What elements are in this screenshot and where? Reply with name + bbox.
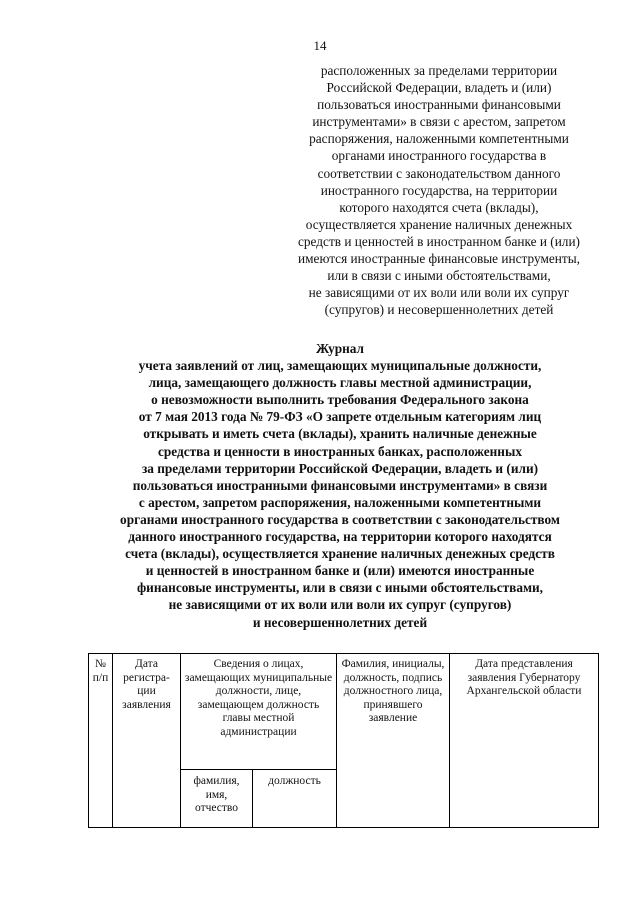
header-cell-submission-date: Дата представления заявления Губернатору Архангельской области (450, 654, 599, 828)
header-line: пользоваться иностранными финансовыми (317, 97, 561, 113)
header-line: инструментами» в связи с арестом, запретом (312, 114, 566, 130)
journal-line: не зависящими от их воли или воли их супруг (супругов) (168, 597, 512, 613)
header-line: или в связи с иными обстоятельствами, (327, 268, 551, 284)
page-number: 14 (313, 38, 327, 53)
header-line: имеются иностранные финансовые инструменты, (298, 251, 580, 267)
journal-line: с арестом, запретом распоряжения, наложенными компетентными (138, 494, 542, 510)
header-line: иностранного государства, на территории (320, 182, 558, 198)
header-line: осуществляется хранение наличных денежных (305, 216, 573, 232)
header-line: распоряжения, наложенными компетентными (309, 131, 569, 147)
header-block (272, 62, 606, 318)
header-line: не зависящими от их воли или воли их супруг (308, 285, 570, 301)
journal-line: лица, замещающего должность главы местной администрации, (148, 375, 532, 391)
header-line: средств и ценностей в иностранном банке и (или) (298, 233, 580, 249)
header-cell-number: № п/п (89, 654, 113, 828)
journal-line: и несовершеннолетних детей (252, 614, 428, 630)
journal-line: за пределами территории Российской Федерации, владеть и (или) (141, 460, 539, 476)
journal-line: о невозможности выполнить требования Федерального закона (151, 392, 529, 408)
journal-line: финансовые инструменты, или в связи с иными обстоятельствами, (136, 580, 544, 596)
subheader-cell-full-name: фамилия, имя, отчество (181, 770, 253, 828)
journal-line: от 7 мая 2013 года № 79-ФЗ «О запрете отдельным категориям лиц (138, 409, 542, 425)
subheader-cell-position: должность (253, 770, 337, 828)
journal-line: и ценностей в иностранном банке и (или) имеются иностранные (145, 563, 535, 579)
header-cell-registration-date: Дата регистра-ции заявления (113, 654, 181, 828)
journal-line: органами иностранного государства в соответствии с законодательством (120, 511, 560, 527)
header-line: (супругов) и несовершеннолетних детей (324, 302, 554, 318)
journal-table (88, 653, 599, 828)
header-line: которого находятся счета (вклады), (339, 199, 539, 215)
header-line: органами иностранного государства в (331, 148, 547, 164)
journal-heading (60, 340, 620, 631)
header-line: соответствии с законодательством данного (317, 165, 561, 181)
journal-line: данного иностранного государства, на территории которого находятся (128, 529, 552, 545)
header-cell-official: Фамилия, инициалы, должность, подпись должностного лица, принявшего заявление (337, 654, 450, 828)
journal-line: средства и ценности в иностранных банках, расположенных (157, 443, 522, 459)
journal-line: пользоваться иностранными финансовыми инструментами» в связи (132, 477, 548, 493)
journal-line: открывать и иметь счета (вклады), хранить наличные денежные (143, 426, 537, 442)
table-header-row (89, 654, 599, 770)
header-line: расположенных за пределами территории (320, 63, 558, 78)
journal-title: Журнал (315, 341, 365, 356)
journal-line: счета (вклады), осуществляется хранение наличных денежных средств (125, 546, 555, 562)
header-cell-person-info: Сведения о лицах, замещающих муниципальные должности, лице, замещающем должность главы местной администрации (181, 654, 337, 770)
journal-line: учета заявлений от лиц, замещающих муниципальные должности, (138, 358, 542, 374)
header-line: Российской Федерации, владеть и (или) (326, 80, 552, 96)
